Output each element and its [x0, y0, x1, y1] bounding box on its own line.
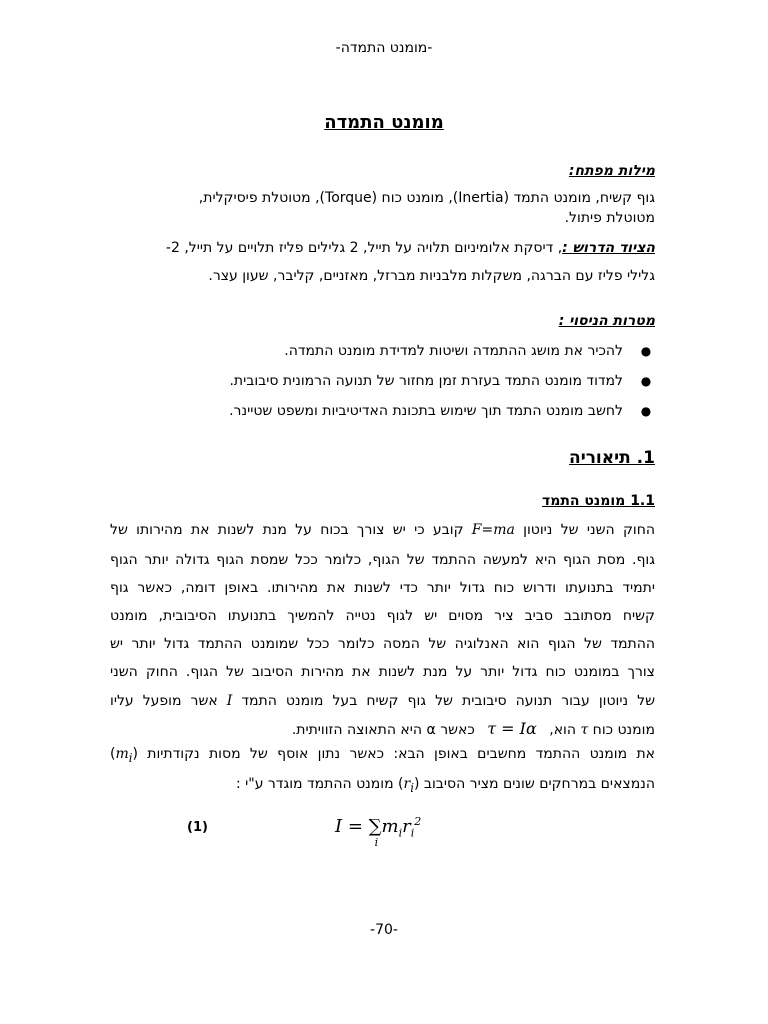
paragraph-line	[110, 522, 655, 538]
goal-item	[229, 403, 655, 419]
formula-mass: m	[381, 816, 399, 837]
text-span: של ניוטון עבור תנועה סיבובית של גוף קשיח בעל מומנט התמד	[232, 693, 655, 709]
text-span: הוא,	[544, 722, 581, 738]
sum-sign: ∑	[368, 816, 382, 837]
equipment-label: הציוד הדרוש :	[562, 240, 655, 256]
goal-item	[284, 343, 655, 359]
text-span: )	[110, 746, 116, 762]
math-inline: m	[115, 746, 129, 762]
bullet-icon: ●	[640, 374, 652, 388]
text-span: ) מומנט ההתמד מוגדר ע"י :	[235, 776, 404, 792]
text-span: מומנט כוח	[588, 722, 655, 738]
math-inline: τ	[580, 722, 589, 738]
keywords-label: מילות מפתח:	[568, 163, 655, 179]
equipment-line-2: גלילי פליז עם הברגה, משקלות מלבניות מברזל, מאזניים, קליבר, שעון עצר.	[208, 268, 655, 284]
math-inline: r	[403, 776, 411, 792]
text-span: את מומנט ההתמד מחשבים באופן הבא: כאשר נתון אוסף של מסות נקודתיות (	[132, 746, 655, 762]
page-header: -מומנט התמדה-	[335, 40, 433, 56]
goal-text: למדוד מומנט התמד בעזרת זמן מחזור של תנועה הרמונית סיבובית.	[229, 373, 623, 389]
goal-item	[229, 373, 655, 389]
paragraph-line	[110, 719, 655, 738]
text-span: הנמצאים במרחקים שונים מציר הסיבוב (	[413, 776, 655, 792]
equation-number: (1)	[187, 820, 208, 835]
section-heading: 1. תיאוריה	[569, 448, 655, 468]
sum-index: i	[374, 836, 379, 849]
math-subscript: i	[410, 780, 414, 795]
math-inline: F=ma	[471, 522, 515, 538]
formula-exponent: 2	[414, 815, 422, 828]
formula-mass-index: i	[398, 826, 403, 840]
formula-radius: r	[402, 816, 411, 837]
text-span: אשר מופעל עליו	[110, 693, 227, 709]
paragraph-line: ההתמד של הגוף הוא האנלוגיה של המסה כלומר ככל שמומנט ההתמד גדול יותר יש	[110, 636, 655, 652]
math-inline: τ = Iα	[487, 719, 537, 738]
moment-of-inertia-formula	[335, 815, 475, 849]
equipment-text-1: , דיסקת אלומיניום תלויה על תייל, 2 גלילים פליז תלויים על תייל, 2-	[165, 240, 563, 256]
paragraph-line	[110, 693, 655, 709]
paragraph-line	[110, 776, 655, 795]
goals-label: מטרות הניסוי :	[558, 313, 655, 329]
bullet-icon: ●	[640, 344, 652, 358]
paragraph-line: גוף. מסת הגוף היא למעשה ההתמד של הגוף, כלומר ככל שמסת הגוף גדולה יותר הגוף	[110, 552, 655, 568]
keywords-line-1: גוף קשיח, מומנט התמד (Inertia), מומנט כוח (Torque), מטוטלת פיסיקלית,	[198, 190, 655, 206]
goal-text: לחשב מומנט התמד תוך שימוש בתכונת האדיטיביות ומשפט שטיינר.	[229, 403, 623, 419]
formula-radius-index: i	[410, 826, 415, 840]
paragraph-line: צורך במומנט כוח גדול יותר על מנת לשנות את מהירות הסיבוב של הגוף. החוק השני	[110, 664, 655, 680]
bullet-icon: ●	[640, 404, 652, 418]
keywords-line-2: מטוטלת פיתול.	[564, 210, 655, 226]
subsection-heading: 1.1 מומנט התמד	[541, 493, 655, 509]
paragraph-line	[110, 746, 655, 765]
math-subscript: i	[128, 750, 133, 765]
sum-symbol	[368, 816, 382, 849]
text-span: החוק השני של ניוטון	[514, 522, 655, 538]
paragraph-line: קשיח מסתובב סביב ציר מסוים יש לגוף נטייה להמשיך בתנועתו הסיבובית, מומנט	[110, 608, 655, 624]
formula-lhs: I =	[335, 816, 363, 837]
page-number: -70-	[370, 922, 398, 938]
goal-text: להכיר את מושג ההתמדה ושיטות למדידת מומנט התמדה.	[284, 343, 623, 359]
text-span: כאשר α היא התאוצה הזוויתית.	[291, 722, 480, 738]
text-span: קובע כי יש צורך בכוח על מנת לשנות את מהירותו של	[110, 522, 472, 538]
equipment-line-1	[95, 240, 655, 256]
math-inline: I	[226, 693, 233, 709]
page-title: מומנט התמדה	[324, 112, 444, 133]
paragraph-line: יתמיד בתנועתו ודרוש כוח גדול יותר כדי לשנות את מהירותו. באופן דומה, כאשר גוף	[110, 580, 655, 596]
